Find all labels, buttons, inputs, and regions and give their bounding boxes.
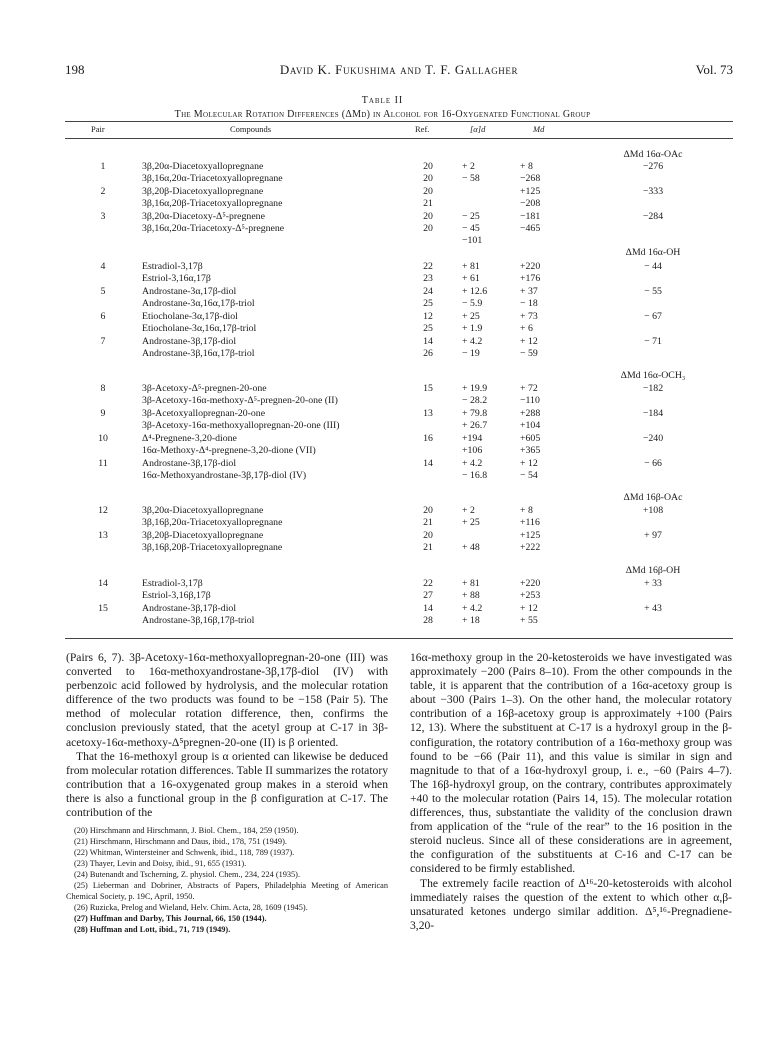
md-cell: + 55 [520,615,538,626]
ref-cell: 13 [423,408,433,419]
pair-cell: 2 [100,186,106,197]
alpha-cell: − 5.9 [462,298,483,309]
delta-md-cell: ΔMd 16α-OH [625,247,681,258]
volume-label: Vol. 73 [695,62,733,77]
delta-md-cell: −240 [642,433,664,444]
running-authors: David K. Fukushima and T. F. Gallagher [279,62,519,77]
delta-md-cell: −276 [642,161,664,172]
table-row [0,197,765,210]
table-section-header [0,369,765,382]
alpha-cell: − 25 [462,211,480,222]
footnote-22: (22) Whitman, Wintersteiner and Schwenk, ibid., 118, 789 (1937). [74,848,295,858]
compound-cell: 3β,20β-Diacetoxyallopregnane [142,186,264,197]
left-column [66,651,388,935]
compound-cell: 3β,20β-Diacetoxyallopregnane [142,530,264,541]
pair-cell: 6 [100,311,106,322]
table-section-header [0,246,765,259]
ref-cell: 14 [423,603,433,614]
compound-cell: Androstane-3β,16β,17β-triol [142,615,255,626]
ref-cell: 21 [423,198,433,209]
ref-cell: 22 [423,261,433,272]
alpha-cell: + 2 [462,161,475,172]
table-section-header [0,491,765,504]
ref-cell: 20 [423,173,433,184]
col-header-alpha: [α]d [470,124,486,134]
compound-cell: 16α-Methoxy-Δ⁴-pregnene-3,20-dione (VII) [142,445,316,456]
alpha-cell: + 81 [462,261,480,272]
delta-md-cell: − 55 [644,286,662,297]
pair-cell: 12 [98,505,108,516]
md-cell: +222 [520,542,541,553]
ref-cell: 14 [423,336,433,347]
compound-cell: 3β,16β,20α-Triacetoxyallopregnane [142,517,283,528]
md-cell: +288 [520,408,541,419]
md-cell: − 54 [520,470,538,481]
ref-cell: 20 [423,186,433,197]
compound-cell: 3β-Acetoxy-Δ⁵-pregnen-20-one [142,383,267,394]
md-cell: −208 [520,198,541,209]
page-number: 198 [65,62,85,77]
compound-cell: 3β,20α-Diacetoxy-Δ⁵-pregnene [142,211,265,222]
md-cell: + 8 [520,161,533,172]
table-row [0,614,765,627]
ref-cell: 21 [423,517,433,528]
delta-md-cell: +108 [642,505,664,516]
delta-md-cell: ΔMd 16β-OH [625,565,681,576]
ref-cell: 21 [423,542,433,553]
col-header-compounds: Compounds [230,124,272,134]
alpha-cell: + 48 [462,542,480,553]
alpha-cell: − 28.2 [462,395,488,406]
compound-cell: Androstane-3α,16α,17β-triol [142,298,255,309]
delta-md-cell: + 43 [644,603,662,614]
pair-cell: 3 [100,211,106,222]
footnote-24: (24) Butenandt and Tscherning, Z. physiol. Chem., 234, 224 (1935). [74,870,301,880]
table-row [0,419,765,432]
md-cell: −110 [520,395,540,406]
table-row [0,394,765,407]
delta-md-cell: −182 [642,383,664,394]
alpha-cell: + 25 [462,311,480,322]
table-number: Table II [361,95,404,106]
ref-cell: 20 [423,530,433,541]
delta-md-cell: − 66 [644,458,662,469]
md-cell: +605 [520,433,541,444]
ref-cell: 23 [423,273,433,284]
ref-cell: 22 [423,578,433,589]
alpha-cell: − 45 [462,223,480,234]
ref-cell: 27 [423,590,433,601]
footnote-21: (21) Hirschmann, Hirschmann and Daus, ibid., 178, 751 (1949). [74,837,287,847]
alpha-cell: − 19 [462,348,480,359]
table-row [0,516,765,529]
delta-md-cell: −284 [642,211,664,222]
delta-md-cell: ΔMd 16β-OAc [623,492,683,503]
table-row [0,347,765,360]
alpha-cell: +194 [462,433,483,444]
md-cell: +104 [520,420,541,431]
col-header-ref: Ref. [415,124,430,134]
right-column [410,651,732,933]
ref-cell: 28 [423,615,433,626]
compound-cell: 3β,16β,20β-Triacetoxyallopregnane [142,542,283,553]
alpha-cell: + 4.2 [462,458,483,469]
md-cell: −465 [520,223,541,234]
compound-cell: Androstane-3α,17β-diol [142,286,237,297]
delta-md-cell: −184 [642,408,664,419]
compound-cell: 3β,16α,20α-Triacetoxyallopregnane [142,173,283,184]
compound-cell: Androstane-3β,17β-diol [142,603,237,614]
md-cell: +125 [520,186,541,197]
md-cell: + 37 [520,286,538,297]
pair-cell: 4 [100,261,106,272]
md-cell: +116 [520,517,540,528]
table-row [0,297,765,310]
md-cell: + 12 [520,458,538,469]
md-cell: + 6 [520,323,533,334]
alpha-cell: − 58 [462,173,480,184]
md-cell: +176 [520,273,541,284]
compound-cell: 3β-Acetoxy-16α-methoxy-Δ⁵-pregnen-20-one (II) [142,395,338,406]
md-cell: +365 [520,445,541,456]
left-paragraph-2: That the 16-methoxyl group is α oriented can likewise be deduced from molecular rotation differences. Table II summarizes the rotatory contribution that a 16-oxygenated group makes in a steroid when there is also a functional group in the β configuration at C-17. The contribution of the [66,749,388,820]
table-row [0,469,765,482]
alpha-cell: −101 [462,235,483,246]
ref-cell: 20 [423,505,433,516]
pair-cell: 10 [98,433,108,444]
pair-cell: 9 [100,408,106,419]
alpha-cell: + 2 [462,505,475,516]
footnote-20: (20) Hirschmann and Hirschmann, J. Biol. Chem., 184, 259 (1950). [74,826,299,836]
delta-md-cell: ΔMd 16α-OAc [623,149,683,160]
md-cell: −181 [520,211,541,222]
md-cell: +220 [520,261,541,272]
md-cell: − 18 [520,298,538,309]
ref-cell: 20 [423,223,433,234]
delta-md-cell: ΔMd 16α-OCH₃ [620,370,686,381]
ref-cell: 16 [423,433,433,444]
compound-cell: 3β,20α-Diacetoxyallopregnane [142,161,264,172]
alpha-cell: + 4.2 [462,336,483,347]
ref-cell: 25 [423,298,433,309]
alpha-cell: +106 [462,445,483,456]
md-cell: + 73 [520,311,538,322]
delta-md-cell: − 44 [644,261,662,272]
alpha-cell: + 26.7 [462,420,488,431]
compound-cell: Estradiol-3,17β [142,578,203,589]
compound-cell: Androstane-3β,16α,17β-triol [142,348,255,359]
table-row [0,444,765,457]
alpha-cell: + 18 [462,615,480,626]
md-cell: + 8 [520,505,533,516]
table-row [0,541,765,554]
alpha-cell: − 16.8 [462,470,488,481]
alpha-cell: + 25 [462,517,480,528]
pair-cell: 5 [100,286,106,297]
pair-cell: 11 [98,458,108,469]
compound-cell: 3β,20α-Diacetoxyallopregnane [142,505,264,516]
delta-md-cell: − 67 [644,311,662,322]
pair-cell: 14 [98,578,108,589]
left-paragraph-1: (Pairs 6, 7). 3β-Acetoxy-16α-methoxyallopregnan-20-one (III) was converted to 16α-methoxyandrostane-3β,17β-diol (IV) with perbenzoic acid followed by hydrolysis, and the molecular rotation difference of the two products was found to be −158 (Pair 5). The method of molecular rotation difference, then, confirms the conclusion previously stated, that the acetyl group at C-17 in 3β-acetoxy-16α-methoxy-Δ⁵pregnen-20-one (II) is β oriented. [66,651,388,749]
compound-cell: 3β-Acetoxyallopregnan-20-one [142,408,266,419]
compound-cell: Estriol-3,16β,17β [142,590,211,601]
md-cell: +220 [520,578,541,589]
alpha-cell: + 1.9 [462,323,483,334]
ref-cell: 12 [423,311,433,322]
pair-cell: 8 [100,383,106,394]
ref-cell: 14 [423,458,433,469]
md-cell: −268 [520,173,541,184]
ref-cell: 20 [423,161,433,172]
alpha-cell: + 4.2 [462,603,483,614]
table-caption: The Molecular Rotation Differences (ΔMd) in Alcohol for 16-Oxygenated Functional Group [174,109,591,120]
ref-cell: 15 [423,383,433,394]
col-header-md: Md [533,124,545,134]
delta-md-cell: + 33 [644,578,662,589]
compound-cell: Androstane-3β,17β-diol [142,336,237,347]
alpha-cell: + 81 [462,578,480,589]
md-cell: − 59 [520,348,538,359]
compound-cell: Δ⁴-Pregnene-3,20-dione [142,433,237,444]
right-paragraph-2: The extremely facile reaction of Δ¹⁶-20-ketosteroids with alcohol immediately raises the question of the extent to which other α,β-unsaturated ketones undergo similar addition. Δ⁵,¹⁶-Pregnadiene-3,20- [410,876,732,932]
compound-cell: 3β,16α,20β-Triacetoxyallopregnane [142,198,283,209]
alpha-cell: + 61 [462,273,480,284]
md-cell: + 12 [520,603,538,614]
delta-md-cell: −333 [642,186,664,197]
compound-cell: Estriol-3,16α,17β [142,273,211,284]
ref-cell: 24 [423,286,433,297]
footnote-23: (23) Thayer, Levin and Doisy, ibid., 91, 655 (1931). [74,859,247,869]
alpha-cell: + 19.9 [462,383,488,394]
md-cell: +253 [520,590,541,601]
compound-cell: 3β-Acetoxy-16α-methoxyallopregnan-20-one (III) [142,420,340,431]
table-row [0,589,765,602]
ref-cell: 26 [423,348,433,359]
footnote-26: (26) Ruzicka, Prelog and Wieland, Helv. Chim. Acta, 28, 1609 (1945). [74,903,308,913]
delta-md-cell: + 97 [644,530,662,541]
alpha-cell: + 88 [462,590,480,601]
table-section-header [0,564,765,577]
footnote-25: (25) Lieberman and Dobriner, Abstracts of Papers, Philadelphia Meeting of American Chemical Society, p. 19C, April, 1950. [66,881,388,902]
compound-cell: Androstane-3β,17β-diol [142,458,237,469]
alpha-cell: + 12.6 [462,286,488,297]
table-row [0,322,765,335]
col-header-pair: Pair [91,124,105,134]
pair-cell: 15 [98,603,108,614]
table-bottom-rule [65,638,733,639]
compound-cell: 16α-Methoxyandrostane-3β,17β-diol (IV) [142,470,307,481]
ref-cell: 25 [423,323,433,334]
table-row [0,172,765,185]
pair-cell: 13 [98,530,108,541]
footnote-28: (28) Huffman and Lott, ibid., 71, 719 (1949). [74,925,231,935]
pair-cell: 1 [100,161,106,172]
compound-cell: Etiocholane-3α,16α,17β-triol [142,323,257,334]
alpha-cell: + 79.8 [462,408,488,419]
md-cell: + 12 [520,336,538,347]
pair-cell: 7 [100,336,106,347]
compound-cell: Estradiol-3,17β [142,261,203,272]
compound-cell: 3β,16α,20α-Triacetoxy-Δ⁵-pregnene [142,223,285,234]
compound-cell: Etiocholane-3α,17β-diol [142,311,238,322]
md-cell: + 72 [520,383,538,394]
delta-md-cell: − 71 [644,336,662,347]
ref-cell: 20 [423,211,433,222]
right-paragraph-1: 16α-methoxy group in the 20-ketosteroids we have investigated was approximately −200 (Pairs 8–10). From the other compounds in the table, it is apparent that the contribution of a 16α-acetoxy group is about −300 (Pairs 1–3). On the other hand, the molecular rotatory contribution of a 16β-acetoxy group is approximately +100 (Pairs 12, 13). Where the substituent at C-17 is a hydroxyl group in the β-configuration, the rotatory contribution of a 16α-methoxy group was found to be −66 (Pair 11), and this value is similar in sign and magnitude to that of a 16α-hydroxyl group, i. e., −60 (Pairs 4–7). The 16β-hydroxyl group, on the contrary, contributes approximately +40 to the molecular rotation (Pairs 14, 15). The molecular rotation differences, thus, substantiate the validity of the conclusion drawn from application of the “rule of the rear” to the 16 position in the steroid nucleus. Since all of these considerations are in agreement, the configuration of the substituents at C-16 and C-17 can be considered to be firmly established. [410,651,732,876]
table-row [0,272,765,285]
md-cell: +125 [520,530,541,541]
footnote-27: (27) Huffman and Darby, This Journal, 66, 150 (1944). [74,914,267,924]
